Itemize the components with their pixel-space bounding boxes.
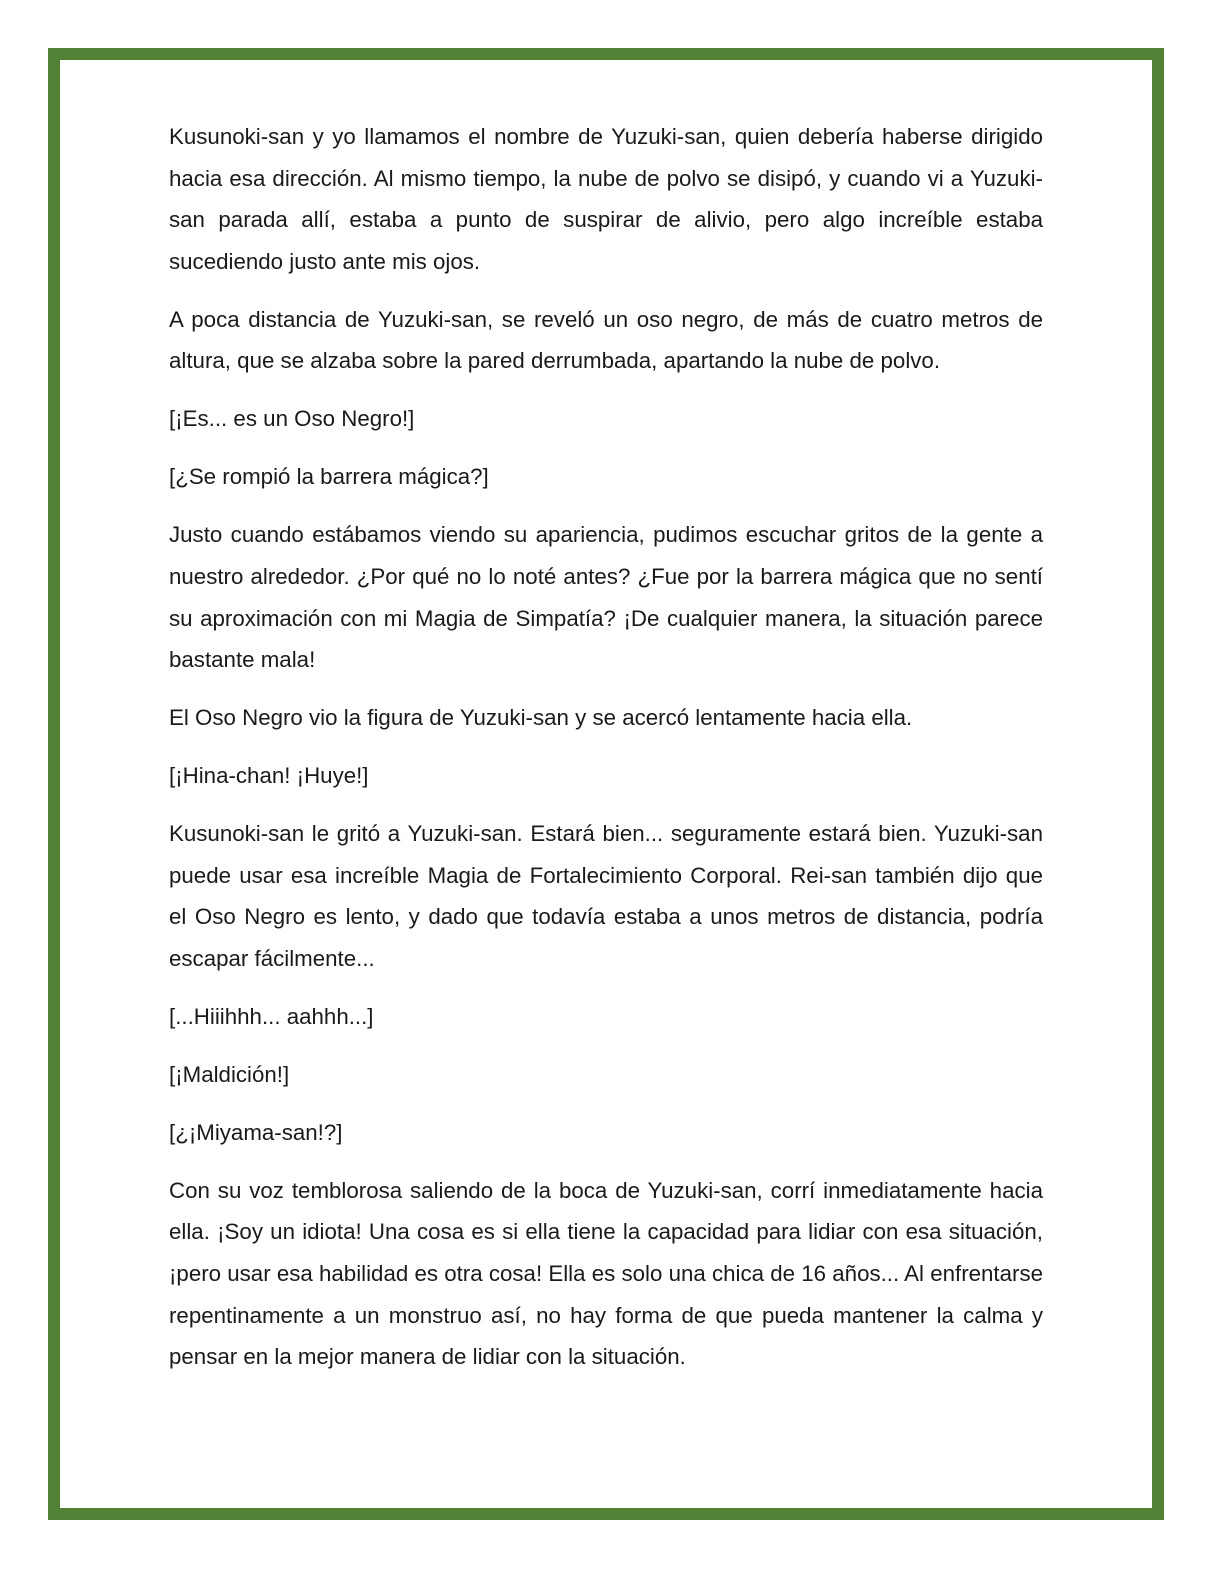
- dialogue-line: [...Hiiihhh... aahhh...]: [169, 1003, 374, 1029]
- dialogue-line: [¡Maldición!]: [169, 1061, 290, 1087]
- dialogue-line: [¿¡Miyama-san!?]: [169, 1119, 343, 1145]
- paragraph: Con su voz temblorosa saliendo de la boca de Yuzuki-san, corrí inmediatamente hacia ella. ¡Soy un idiota! Una cosa es si ella tiene la capacidad para lidiar con esa situación, ¡pero usar esa habilidad es otra cosa! Ella es solo una chica de 16 años... Al enfrentarse repentinamente a un monstruo así, no hay forma de que pueda mantener la calma y pensar en la mejor manera de lidiar con la situación.: [169, 1177, 1043, 1370]
- paragraph: Kusunoki-san le gritó a Yuzuki-san. Estará bien... seguramente estará bien. Yuzuki-san puede usar esa increíble Magia de Fortalecimiento Corporal. Rei-san también dijo que el Oso Negro es lento, y dado que todavía estaba a unos metros de distancia, podría escapar fácilmente...: [169, 821, 1043, 971]
- dialogue-line: [¡Es... es un Oso Negro!]: [169, 406, 415, 432]
- dialogue-line: [¿Se rompió la barrera mágica?]: [169, 464, 489, 490]
- paragraph: El Oso Negro vio la figura de Yuzuki-san y se acercó lentamente hacia ella.: [169, 705, 913, 731]
- document-body: [169, 116, 1043, 1394]
- paragraph: Justo cuando estábamos viendo su apariencia, pudimos escuchar gritos de la gente a nuestro alrededor. ¿Por qué no lo noté antes? ¿Fue por la barrera mágica que no sentí su aproximación con mi Magia de Simpatía? ¡De cualquier manera, la situación parece bastante mala!: [169, 522, 1043, 673]
- paragraph: A poca distancia de Yuzuki-san, se reveló un oso negro, de más de cuatro metros de altura, que se alzaba sobre la pared derrumbada, apartando la nube de polvo.: [169, 306, 1043, 374]
- dialogue-line: [¡Hina-chan! ¡Huye!]: [169, 763, 369, 789]
- paragraph: Kusunoki-san y yo llamamos el nombre de Yuzuki-san, quien debería haberse dirigido hacia esa dirección. Al mismo tiempo, la nube de polvo se disipó, y cuando vi a Yuzuki-san parada allí, estaba a punto de suspirar de alivio, pero algo increíble estaba sucediendo justo ante mis ojos.: [169, 124, 1043, 274]
